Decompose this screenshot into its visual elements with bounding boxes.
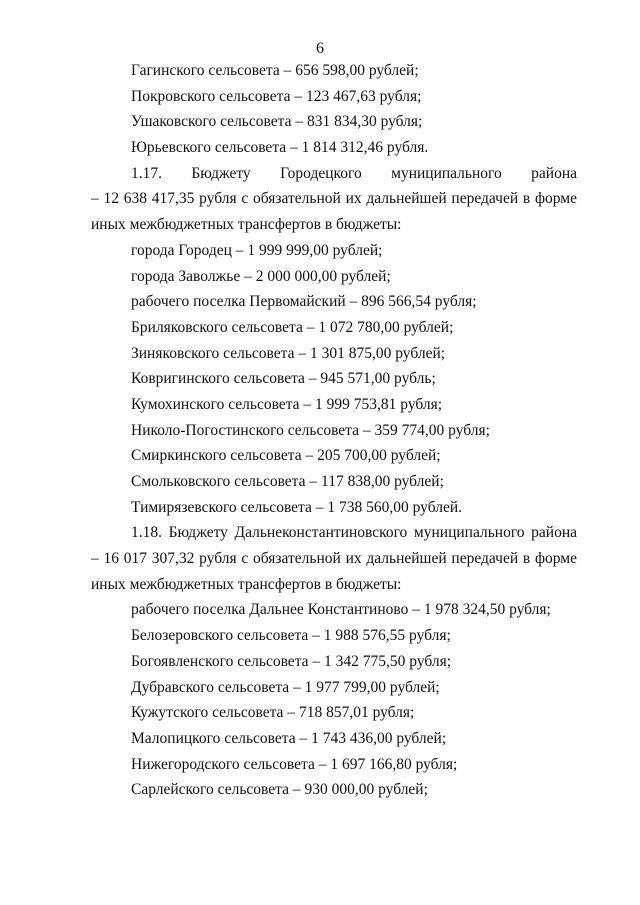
- text-line: 1.18. Бюджету Дальнеконстантиновского муниципального района: [131, 524, 577, 542]
- text-line: иных межбюджетных трансфертов в бюджеты:: [91, 216, 402, 234]
- text-line: Кужутского сельсовета – 718 857,01 рубля;: [131, 704, 415, 722]
- text-line: Бриляковского сельсовета – 1 072 780,00 рублей;: [131, 318, 454, 336]
- text-line: Зиняковского сельсовета – 1 301 875,00 рублей;: [131, 344, 446, 362]
- text-line: Николо-Погостинского сельсовета – 359 774,00 рубля;: [131, 421, 490, 439]
- text-line: Белозеровского сельсовета – 1 988 576,55 рубля;: [131, 627, 451, 645]
- text-line: Смольковского сельсовета – 117 838,00 рублей;: [131, 473, 444, 490]
- text-line: – 12 638 417,35 рубля с обязательной их дальнейшей передачей в форме: [91, 190, 577, 208]
- text-line: Покровского сельсовета – 123 467,63 рубля;: [131, 87, 422, 105]
- text-line: Сарлейского сельсовета – 930 000,00 рублей;: [131, 781, 428, 799]
- text-line: Нижегородского сельсовета – 1 697 166,80 рубля;: [131, 755, 458, 773]
- text-line: Гагинского сельсовета – 656 598,00 рублей;: [131, 62, 419, 79]
- text-line: Ушаковского сельсовета – 831 834,30 рубля;: [131, 113, 423, 131]
- text-line: иных межбюджетных трансфертов в бюджеты:: [91, 575, 402, 593]
- text-line: города Заволжье – 2 000 000,00 рублей;: [131, 267, 391, 285]
- page-number: 6: [316, 40, 324, 57]
- document-body: [91, 58, 577, 803]
- text-line: Смиркинского сельсовета – 205 700,00 рублей;: [131, 447, 441, 465]
- text-line: Тимирязевского сельсовета – 1 738 560,00 рублей.: [131, 498, 463, 516]
- text-line: города Городец – 1 999 999,00 рублей;: [131, 241, 383, 259]
- text-line: рабочего поселка Дальнее Константиново – 1 978 324,50 рубля;: [131, 601, 551, 619]
- text-line: Юрьевского сельсовета – 1 814 312,46 рубля.: [131, 139, 429, 157]
- text-line: Малопицкого сельсовета – 1 743 436,00 рублей;: [131, 729, 447, 747]
- text-line: Кумохинского сельсовета – 1 999 753,81 рубля;: [131, 395, 443, 413]
- text-line: Ковригинского сельсовета – 945 571,00 рубль;: [131, 370, 436, 388]
- text-line: 1.17. Бюджету Городецкого муниципального района: [131, 164, 577, 182]
- text-line: – 16 017 307,32 рубля с обязательной их дальнейшей передачей в форме: [91, 550, 577, 568]
- text-line: рабочего поселка Первомайский – 896 566,54 рубля;: [131, 293, 477, 311]
- text-line: Богоявленского сельсовета – 1 342 775,50 рубля;: [131, 652, 452, 670]
- text-line: Дубравского сельсовета – 1 977 799,00 рублей;: [131, 678, 440, 696]
